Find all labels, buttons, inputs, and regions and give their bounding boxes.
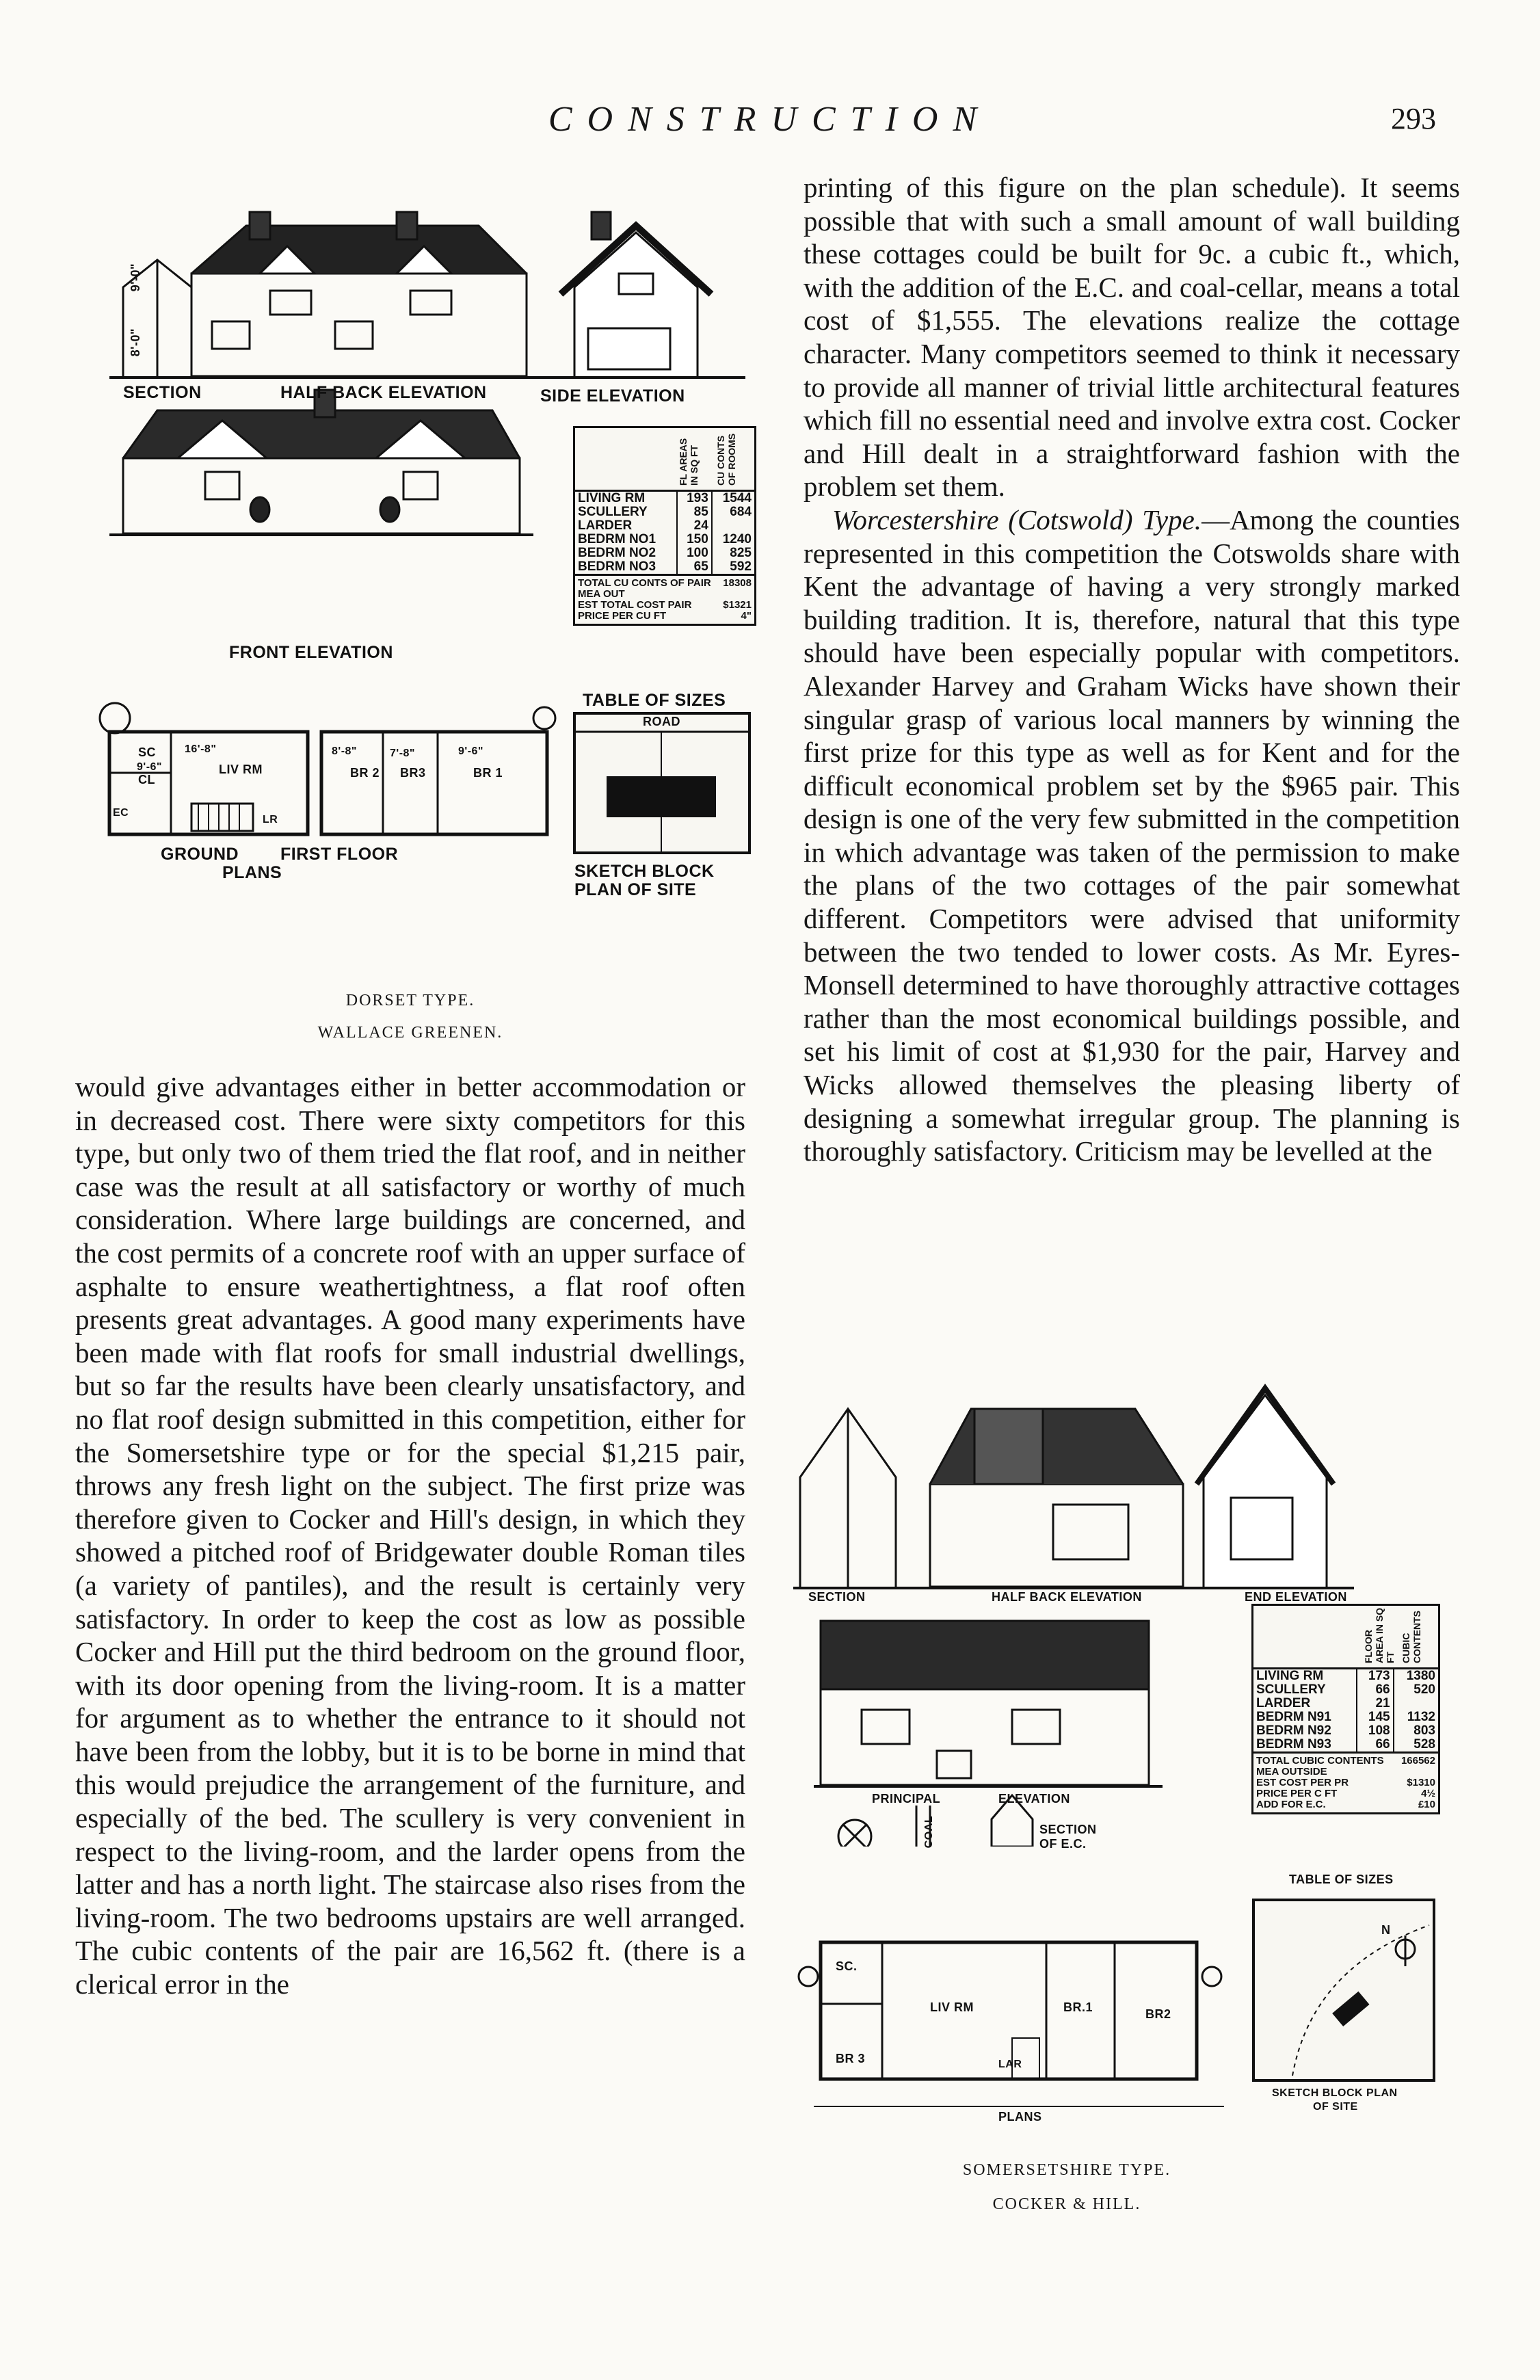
dorset-size-table	[573, 426, 756, 626]
left-column-text	[75, 1070, 745, 2001]
dorset-caption-author: WALLACE GREENEN.	[317, 1024, 503, 1042]
room-area: 150	[677, 533, 712, 546]
room-name: LARDER	[578, 518, 633, 533]
room-area: 66	[1357, 1683, 1393, 1697]
room-contents: 684	[712, 505, 754, 519]
table-row	[1253, 1669, 1438, 1683]
dorset-room-dim: 9'-6"	[137, 761, 163, 773]
somerset-elevation-label: ELEVATION	[998, 1792, 1070, 1806]
right-column-text	[804, 171, 1460, 1168]
somerset-total-value: 166562	[1400, 1755, 1435, 1767]
somerset-half-back-elevation-label: HALF BACK ELEVATION	[992, 1590, 1142, 1604]
dorset-room-dim: 9'-6"	[458, 745, 484, 757]
room-name: LIVING RM	[578, 491, 646, 505]
running-head: CONSTRUCTION	[548, 100, 992, 139]
dorset-cost-label: EST TOTAL COST PAIR	[578, 599, 692, 611]
somerset-add-value: £10	[1418, 1799, 1435, 1810]
paragraph-body: —Among the counties represented in this competition the Cotswolds share with Kent the advantage of having a very strongly marked building tradition. It is, therefore, natural that this type should have been especially popular with competitors. Alexander Harvey and Graham Wicks have shown their singular grasp of various local manners by winning the first prize for this type as well as for Kent and for the difficult economical problem set by the $965 pair. This design is one of the very few submitted in the competition in which advantage was taken of the permission to make the plans of the two cottages of the pair somewhat different. Competitors were advised that uniformity between the two tended to lower costs. As Mr. Eyres-Monsell determined to have thoroughly attractive cottages rather than the most economical buildings possible, and set his limit of cost at $1,930 for the pair, Harvey and Wicks allowed themselves the pleasing liberty of designing a somewhat irregular group. The planning is thoroughly satisfactory. Criticism may be levelled at the	[804, 503, 1460, 1167]
dorset-total-value: 18308	[723, 577, 752, 589]
somerset-section-label: SECTION	[808, 1590, 866, 1604]
room-name: LIVING RM	[1256, 1669, 1324, 1683]
somerset-end-elevation-label: END ELEVATION	[1245, 1590, 1347, 1604]
somerset-plans-drawing	[793, 1915, 1245, 2113]
room-area: 145	[1357, 1710, 1393, 1724]
dorset-road-label: ROAD	[643, 715, 680, 728]
room-contents: 1544	[712, 492, 754, 505]
dorset-first-floor-label: FIRST FLOOR	[280, 845, 399, 864]
dorset-plans-label: PLANS	[222, 863, 282, 882]
room-contents	[1394, 1697, 1438, 1710]
somerset-room-sc: SC.	[836, 1959, 858, 1973]
paragraph: would give advantages either in better accommodation or in decreased cost. There were sixty competitors for this type, but only two of them tried the flat roof, and in neither case was the result at all satisfactory or worthy of much consideration. Where large buildings are concerned, and the cost permits of a concrete roof with an upper surface of asphalte to ensure weathertightness, a flat roof often presents great advantages. A good many experiments have been made with flat roofs for small industrial dwellings, but so far the results have been clearly unsatisfactory, and no flat roof design submitted in this competition, either for the Somersetshire type or for the special $1,215 pair, throws any fresh light on the subject. The first prize was therefore given to Cocker and Hill's design, in which they showed a pitched roof of Bridgewater double Roman tiles (a variety of pantiles), and the result is certainly very satisfactory. In order to keep the cost as low as possible Cocker and Hill put the third bedroom on the ground floor, with its door opening from the living-room. It is a matter for argument as to whether the entrance to it should not have been from the lobby, but it is to be borne in mind that this would prejudice the arrangement of the furniture, and especially of the bed. The scullery is very convenient in respect to the living-room, and the larder opens from the latter and has a north light. The staircase also rises from the living-room. The two bedrooms upstairs are well arranged. The cubic contents of the pair are 16,562 ft. (there is a clerical error in the	[75, 1071, 745, 2000]
room-name: BEDRM N92	[1256, 1723, 1331, 1738]
somerset-room-liv-rm: LIV RM	[930, 2000, 974, 2014]
somerset-table-of-sizes-label: TABLE OF SIZES	[1289, 1873, 1394, 1886]
somerset-room-lar: LAR	[998, 2059, 1022, 2070]
somerset-cost-label: EST COST PER PR	[1256, 1777, 1349, 1788]
dorset-dim-b: 8'-0"	[129, 328, 142, 357]
dorset-plan-of-site-label: PLAN OF SITE	[574, 880, 697, 899]
dorset-col-head-area: FL AREAS IN SQ FT	[678, 438, 700, 486]
room-contents: 1240	[712, 533, 754, 546]
somerset-size-table	[1251, 1604, 1440, 1814]
paragraph	[804, 503, 1460, 1168]
room-contents: 1132	[1394, 1710, 1438, 1724]
room-area: 173	[1357, 1669, 1393, 1683]
somerset-caption-author: COCKER & HILL.	[992, 2195, 1141, 2213]
dorset-room-lr: LR	[263, 814, 278, 825]
dorset-caption-type: DORSET TYPE.	[345, 992, 475, 1009]
room-area: 85	[677, 505, 712, 519]
room-contents: 592	[712, 560, 754, 574]
dorset-room-br1: BR 1	[473, 766, 503, 780]
table-row	[1253, 1724, 1438, 1738]
table-row	[575, 560, 754, 574]
table-row	[1253, 1738, 1438, 1751]
section-heading: Worcestershire (Cotswold) Type.	[832, 503, 1202, 536]
dorset-room-ec: EC	[113, 807, 129, 819]
somerset-add-label: ADD FOR E.C.	[1256, 1799, 1326, 1810]
somerset-total-label: TOTAL CUBIC CONTENTS MEA OUTSIDE	[1256, 1755, 1384, 1777]
somerset-principal-label: PRINCIPAL	[872, 1792, 941, 1806]
dorset-dim-a: 9'-0"	[129, 263, 142, 292]
dorset-section-label: SECTION	[123, 383, 202, 402]
table-row	[1253, 1710, 1438, 1724]
somerset-sketch-block-label: SKETCH BLOCK PLAN	[1272, 2087, 1398, 2099]
dorset-side-elevation-label: SIDE ELEVATION	[540, 386, 685, 406]
dorset-front-elevation-label: FRONT ELEVATION	[229, 643, 393, 662]
dorset-room-dim: 8'-8"	[332, 745, 358, 757]
somerset-col-head-area: FLOOR AREA IN SQ FT	[1363, 1607, 1396, 1663]
dorset-room-br3: BR3	[400, 766, 426, 780]
room-area: 24	[677, 519, 712, 533]
somerset-room-br3: BR 3	[836, 2052, 866, 2065]
room-name: BEDRM NO2	[578, 546, 656, 560]
room-contents: 1380	[1394, 1669, 1438, 1683]
room-contents	[712, 519, 754, 533]
dorset-sketch-block-plan	[572, 711, 752, 855]
somerset-coal-label: COAL	[923, 1816, 935, 1849]
dorset-table-of-sizes-label: TABLE OF SIZES	[583, 691, 726, 710]
room-name: BEDRM N91	[1256, 1710, 1331, 1724]
somerset-price-value: 4½	[1421, 1788, 1435, 1799]
dorset-half-back-elevation-label: HALF BACK ELEVATION	[280, 383, 487, 402]
somerset-plans-label: PLANS	[998, 2110, 1042, 2124]
room-name: BEDRM N93	[1256, 1737, 1331, 1751]
table-row	[575, 519, 754, 533]
somerset-section-of-ec-label: SECTION	[1039, 1823, 1097, 1836]
room-area: 65	[677, 560, 712, 574]
dorset-room-br2: BR 2	[350, 766, 380, 780]
somerset-figure	[793, 1368, 1477, 2230]
dorset-figure	[96, 161, 752, 1050]
room-name: BEDRM NO1	[578, 532, 656, 546]
room-contents: 825	[712, 546, 754, 560]
somerset-section-of-ec-label-2: OF E.C.	[1039, 1837, 1087, 1851]
dorset-ground-label: GROUND	[161, 845, 239, 864]
dorset-cost-value: $1321	[723, 599, 752, 611]
somerset-room-br1: BR.1	[1063, 2000, 1093, 2014]
somerset-room-br2: BR2	[1145, 2007, 1171, 2021]
room-contents: 803	[1394, 1724, 1438, 1738]
somerset-caption-type: SOMERSETSHIRE TYPE.	[962, 2161, 1171, 2179]
room-area: 108	[1357, 1724, 1393, 1738]
table-row	[575, 505, 754, 519]
table-row	[1253, 1697, 1438, 1710]
somerset-col-head-contents: CUBIC CONTENTS	[1400, 1611, 1422, 1663]
table-row	[575, 533, 754, 546]
room-contents: 528	[1394, 1738, 1438, 1751]
room-area: 193	[677, 492, 712, 505]
dorset-room-cl: CL	[138, 773, 155, 786]
room-name: BEDRM NO3	[578, 559, 656, 574]
somerset-sketch-block-plan	[1251, 1898, 1436, 2082]
page-number: 293	[1391, 102, 1436, 135]
room-contents: 520	[1394, 1683, 1438, 1697]
room-name: LARDER	[1256, 1696, 1311, 1710]
dorset-room-dim: 7'-8"	[390, 748, 416, 759]
dorset-room-liv-rm: LIV RM	[219, 763, 263, 776]
table-row	[575, 546, 754, 560]
room-name: SCULLERY	[1256, 1682, 1326, 1697]
table-row	[575, 492, 754, 505]
room-area: 21	[1357, 1697, 1393, 1710]
room-area: 100	[677, 546, 712, 560]
room-area: 66	[1357, 1738, 1393, 1751]
room-name: SCULLERY	[578, 505, 648, 519]
dorset-total-label: TOTAL CU CONTS OF PAIR MEA OUT	[578, 577, 711, 600]
somerset-cost-value: $1310	[1407, 1777, 1435, 1788]
dorset-col-head-contents: CU CONTS OF ROOMS	[715, 433, 737, 486]
somerset-price-label: PRICE PER C FT	[1256, 1788, 1338, 1799]
dorset-sketch-block-label: SKETCH BLOCK	[574, 862, 715, 881]
table-row	[1253, 1683, 1438, 1697]
dorset-price-value: 4"	[741, 610, 752, 622]
dorset-price-label: PRICE PER CU FT	[578, 610, 667, 622]
dorset-room-dim: 16'-8"	[185, 743, 217, 755]
somerset-north-label: N	[1381, 1923, 1391, 1937]
paragraph: printing of this figure on the plan schedule). It seems possible that with such a small amount of wall building these cottages could be built for 9c. a cubic ft., which, with the addition of the E.C. and coal-cellar, means a total cost of $1,555. The elevations realize the cottage character. Many competitors seemed to think it necessary to provide all manner of trivial little architectural features which fill no essential need and involve extra cost. Cocker and Hill dealt in a straightforward fashion with the problem set them.	[804, 172, 1460, 503]
somerset-plan-of-site-label: OF SITE	[1313, 2101, 1358, 2113]
dorset-room-sc: SC	[138, 745, 157, 759]
